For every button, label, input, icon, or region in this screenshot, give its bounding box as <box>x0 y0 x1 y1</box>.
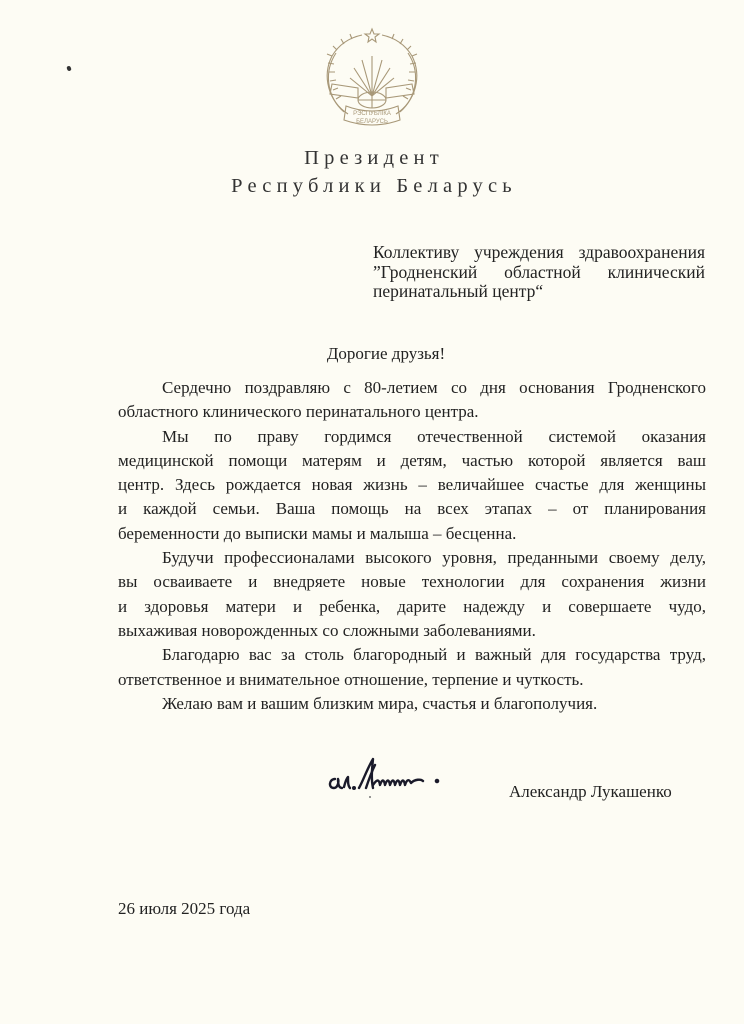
body-line: вы осваиваете и внедряете новые технологии для сохранения жизни <box>118 572 706 592</box>
state-emblem <box>318 26 426 130</box>
belarus-coat-of-arms-icon <box>318 26 426 130</box>
body-line: Мы по праву гордимся отечественной системой оказания <box>162 426 706 446</box>
body-line: Желаю вам и вашим близким мира, счастья и благополучия. <box>162 693 598 713</box>
body-line: Сердечно поздравляю с 80-летием со дня основания Гродненского <box>162 378 706 397</box>
body-line: Благодарю вас за столь благородный и важный для государства труд, <box>162 645 706 665</box>
handwritten-signature-icon <box>325 757 485 793</box>
body-line: выхаживая новорожденных со сложными заболеваниями. <box>118 620 536 640</box>
body-line: областного клинического перинатального центра. <box>118 402 479 422</box>
body-line: беременности до выписки мамы и малыша – бесценна. <box>118 523 517 543</box>
body-line: и здоровья матери и ребенка, дарите надежду и совершаете чудо, <box>118 596 706 616</box>
body-line: ответственное и внимательное отношение, терпение и чуткость. <box>118 669 584 689</box>
addressee-line: ”Гродненский областной клинический <box>373 261 705 282</box>
addressee-line: Коллективу учреждения здравоохранения <box>373 242 705 262</box>
scan-speck <box>369 796 371 798</box>
letterhead-title-line1: Президент <box>304 147 444 169</box>
signature <box>325 757 485 793</box>
body-line: центр. Здесь рождается новая жизнь – величайшее счастье для женщины <box>118 475 706 495</box>
letterhead-title-line2: Республики Беларусь <box>231 175 517 197</box>
body-line: и каждой семьи. Ваша помощь на всех этапах – от планирования <box>118 499 706 519</box>
greeting: Дорогие друзья! <box>326 344 446 363</box>
addressee-block <box>373 243 705 302</box>
letter-body <box>118 376 706 716</box>
svg-text:РЭСПУБЛІКА: РЭСПУБЛІКА <box>353 111 391 117</box>
scan-speck <box>66 65 71 71</box>
svg-text:БЕЛАРУСЬ: БЕЛАРУСЬ <box>356 119 388 125</box>
body-line: медицинской помощи матерям и детям, частью которой является ваш <box>118 450 706 470</box>
signer-name: Александр Лукашенко <box>509 782 672 801</box>
body-line: Будучи профессионалами высокого уровня, преданными своему делу, <box>162 548 706 568</box>
letter-date: 26 июля 2025 года <box>118 899 251 918</box>
addressee-line: перинатальный центр“ <box>373 281 544 301</box>
